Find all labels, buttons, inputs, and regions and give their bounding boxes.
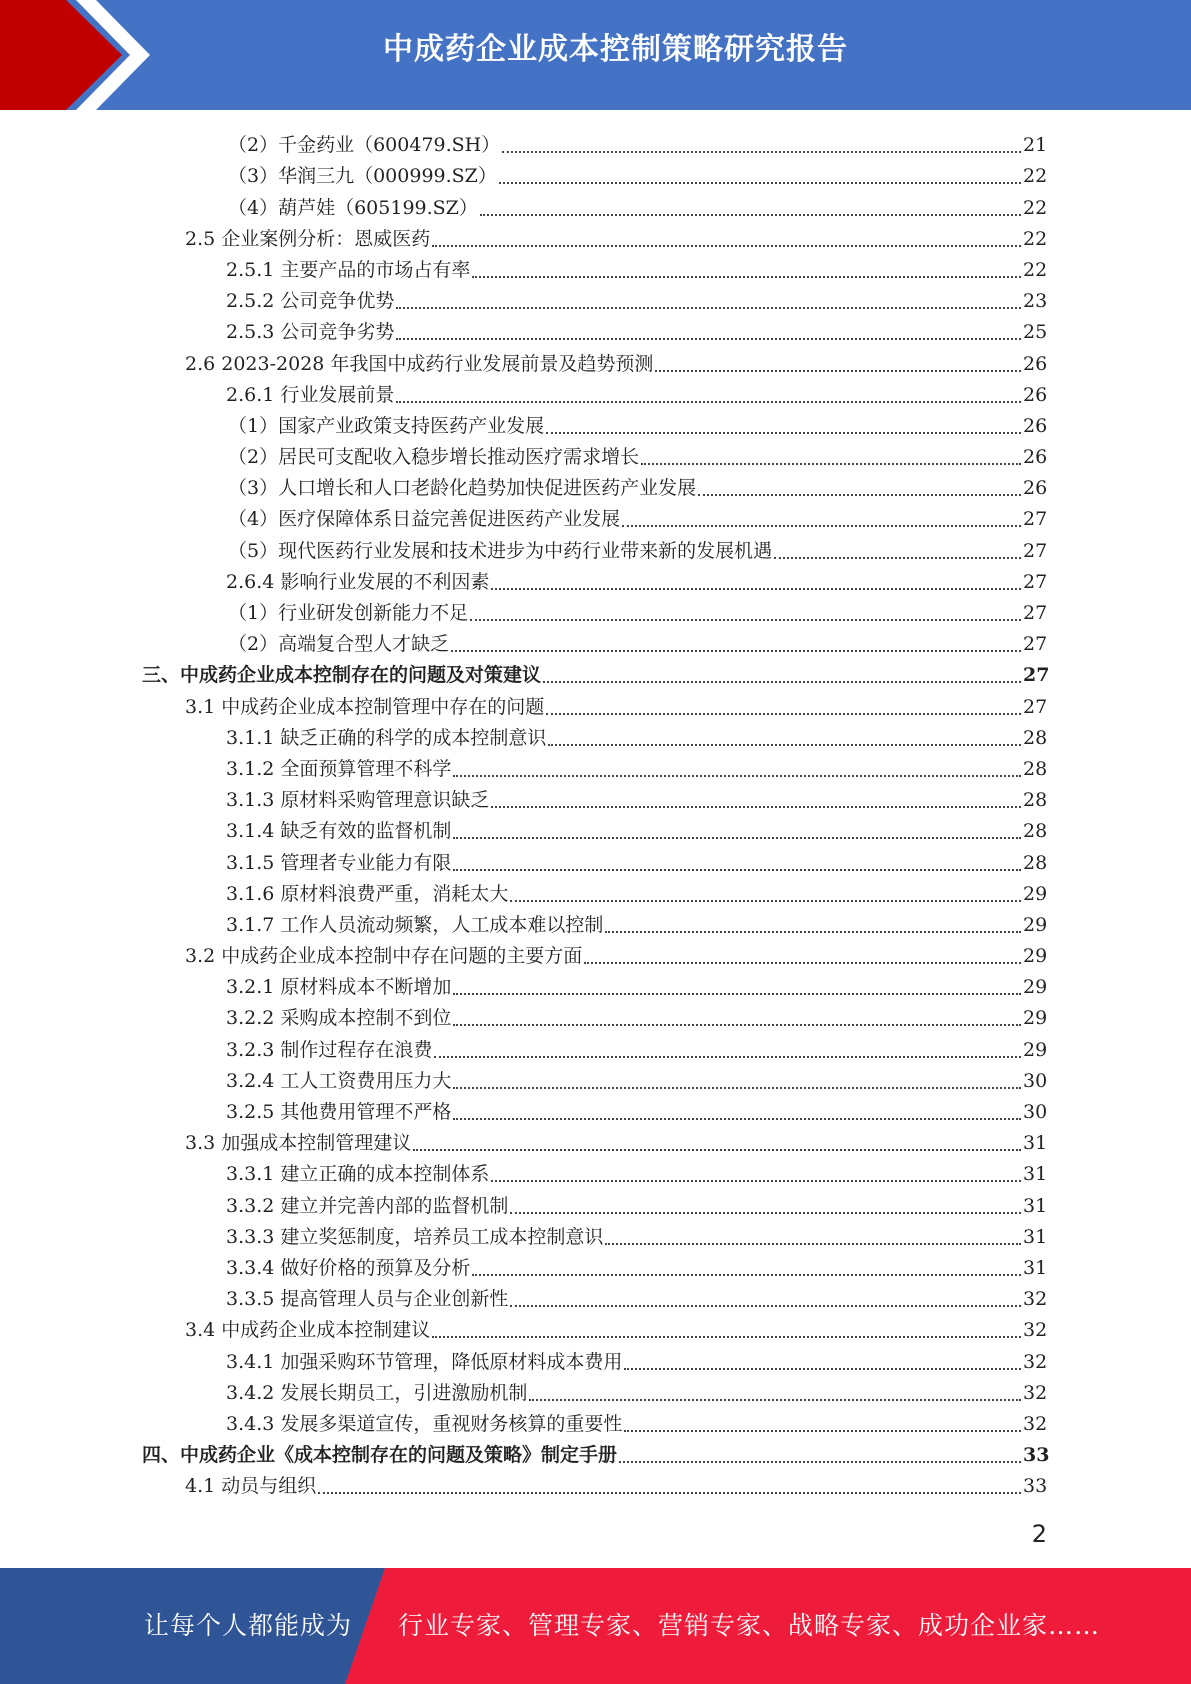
- toc-entry-title: （2）高端复合型人才缺乏: [228, 633, 450, 656]
- toc-entry[interactable]: [0, 221, 1191, 252]
- toc-dot-leader: [472, 276, 1021, 278]
- toc-dot-leader: [491, 1180, 1021, 1182]
- toc-dot-leader: [453, 1087, 1021, 1089]
- toc-entry-title: 三、中成药企业成本控制存在的问题及对策建议: [142, 664, 542, 687]
- toc-entry-page: 28: [1023, 789, 1048, 812]
- toc-entry-page: 22: [1023, 165, 1048, 188]
- toc-dot-leader: [584, 962, 1021, 964]
- toc-dot-leader: [499, 182, 1021, 184]
- toc-entry-title: 四、中成药企业《成本控制存在的问题及策略》制定手册: [142, 1444, 618, 1467]
- toc-entry-page: 30: [1023, 1069, 1048, 1092]
- toc-entry-page: 29: [1023, 913, 1048, 936]
- toc-entry[interactable]: [0, 595, 1191, 626]
- toc-entry-page: 26: [1023, 383, 1048, 406]
- table-of-contents: [0, 127, 1191, 1499]
- toc-entry-title: 2.6.4 影响行业发展的不利因素: [226, 570, 490, 593]
- toc-entry-title: 2.5 企业案例分析：恩威医药: [185, 227, 431, 250]
- toc-entry[interactable]: [0, 314, 1191, 345]
- toc-dot-leader: [510, 900, 1021, 902]
- toc-entry[interactable]: [0, 1156, 1191, 1187]
- toc-entry-title: 4.1 动员与组织: [185, 1475, 317, 1498]
- toc-entry[interactable]: [0, 813, 1191, 844]
- toc-entry-page: 27: [1023, 633, 1048, 656]
- toc-dot-leader: [655, 370, 1021, 372]
- toc-entry-title: （4）葫芦娃（605199.SZ）: [228, 196, 478, 219]
- toc-entry[interactable]: [0, 1063, 1191, 1094]
- toc-dot-leader: [470, 619, 1021, 621]
- toc-dot-leader: [622, 525, 1021, 527]
- toc-entry-title: 2.5.1 主要产品的市场占有率: [226, 258, 471, 281]
- toc-entry-title: 3.2 中成药企业成本控制中存在问题的主要方面: [185, 945, 583, 968]
- toc-entry[interactable]: [0, 1375, 1191, 1406]
- toc-entry-title: 3.3 加强成本控制管理建议: [185, 1132, 412, 1155]
- toc-entry[interactable]: [0, 283, 1191, 314]
- toc-entry[interactable]: [0, 1468, 1191, 1499]
- toc-dot-leader: [529, 1399, 1021, 1401]
- toc-entry[interactable]: [0, 969, 1191, 1000]
- toc-dot-leader: [396, 401, 1021, 403]
- toc-entry[interactable]: [0, 1094, 1191, 1125]
- toc-entry[interactable]: [0, 1219, 1191, 1250]
- toc-dot-leader: [510, 1212, 1021, 1214]
- toc-entry-title: 2.5.2 公司竞争优势: [226, 290, 395, 313]
- toc-entry-page: 22: [1023, 196, 1048, 219]
- toc-entry-title: 3.3.4 做好价格的预算及分析: [226, 1256, 471, 1279]
- toc-entry-title: （4）医疗保障体系日益完善促进医药产业发展: [228, 508, 621, 531]
- toc-entry-title: 3.4 中成药企业成本控制建议: [185, 1319, 431, 1342]
- toc-entry-page: 26: [1023, 477, 1048, 500]
- toc-entry-page: 28: [1023, 820, 1048, 843]
- toc-entry-title: （1）国家产业政策支持医药产业发展: [228, 414, 545, 437]
- toc-entry-page: 26: [1023, 352, 1048, 375]
- toc-entry[interactable]: [0, 439, 1191, 470]
- toc-entry[interactable]: [0, 408, 1191, 439]
- toc-dot-leader: [432, 1336, 1021, 1338]
- toc-entry[interactable]: [0, 720, 1191, 751]
- toc-dot-leader: [502, 151, 1021, 153]
- toc-entry[interactable]: [0, 876, 1191, 907]
- toc-entry-title: 3.2.4 工人工资费用压力大: [226, 1069, 452, 1092]
- toc-entry-title: （2）千金药业（600479.SH）: [228, 134, 501, 157]
- toc-entry-title: （3）人口增长和人口老龄化趋势加快促进医药产业发展: [228, 477, 697, 500]
- toc-entry[interactable]: [0, 688, 1191, 719]
- toc-entry-page: 28: [1023, 726, 1048, 749]
- toc-entry-page: 32: [1023, 1350, 1048, 1373]
- toc-dot-leader: [453, 1024, 1021, 1026]
- toc-dot-leader: [624, 1368, 1021, 1370]
- toc-entry-title: 3.1.4 缺乏有效的监督机制: [226, 820, 452, 843]
- toc-entry[interactable]: [0, 844, 1191, 875]
- toc-entry-title: 3.3.5 提高管理人员与企业创新性: [226, 1288, 509, 1311]
- toc-entry[interactable]: [0, 377, 1191, 408]
- toc-entry-page: 29: [1023, 945, 1048, 968]
- toc-entry-title: （1）行业研发创新能力不足: [228, 602, 469, 624]
- toc-dot-leader: [396, 338, 1021, 340]
- toc-entry-title: 3.1.2 全面预算管理不科学: [226, 757, 452, 780]
- toc-entry-page: 32: [1023, 1381, 1048, 1404]
- toc-entry-page: 27: [1023, 602, 1048, 624]
- toc-dot-leader: [453, 869, 1021, 871]
- toc-dot-leader: [624, 1430, 1021, 1432]
- toc-entry-page: 32: [1023, 1319, 1048, 1342]
- toc-entry-page: 33: [1023, 1475, 1048, 1498]
- toc-dot-leader: [396, 307, 1021, 309]
- toc-dot-leader: [453, 993, 1021, 995]
- toc-entry[interactable]: [0, 1125, 1191, 1156]
- toc-entry-page: 26: [1023, 414, 1048, 437]
- toc-entry[interactable]: [0, 657, 1191, 688]
- toc-entry[interactable]: [0, 1343, 1191, 1374]
- toc-dot-leader: [774, 557, 1021, 559]
- toc-entry-title: 3.3.2 建立并完善内部的监督机制: [226, 1194, 509, 1217]
- toc-entry-title: 3.4.2 发展长期员工，引进激励机制: [226, 1381, 528, 1404]
- toc-dot-leader: [434, 1056, 1021, 1058]
- report-title: 中成药企业成本控制策略研究报告: [383, 32, 848, 67]
- toc-entry-page: 27: [1023, 539, 1048, 562]
- toc-dot-leader: [413, 1149, 1021, 1151]
- toc-entry-title: 3.2.3 制作过程存在浪费: [226, 1038, 433, 1061]
- toc-entry-page: 28: [1023, 851, 1048, 874]
- page-footer: [0, 1568, 1191, 1684]
- toc-entry[interactable]: [0, 907, 1191, 938]
- toc-entry[interactable]: [0, 1000, 1191, 1031]
- toc-entry-page: 27: [1023, 664, 1050, 687]
- toc-entry[interactable]: [0, 751, 1191, 782]
- toc-dot-leader: [491, 588, 1021, 590]
- toc-entry-page: 30: [1023, 1101, 1048, 1123]
- toc-entry[interactable]: [0, 127, 1191, 158]
- toc-dot-leader: [432, 245, 1021, 247]
- toc-entry-title: 3.1.7 工作人员流动频繁，人工成本难以控制: [226, 913, 604, 936]
- toc-entry-title: 3.2.5 其他费用管理不严格: [226, 1101, 452, 1123]
- toc-dot-leader: [548, 744, 1021, 746]
- toc-entry-title: 3.4.3 发展多渠道宣传，重视财务核算的重要性: [226, 1412, 623, 1435]
- toc-entry-title: 2.5.3 公司竞争劣势: [226, 321, 395, 344]
- footer-slogan-right: 行业专家、管理专家、营销专家、战略专家、成功企业家……: [398, 1611, 1101, 1640]
- toc-entry-title: 3.4.1 加强采购环节管理，降低原材料成本费用: [226, 1350, 623, 1373]
- toc-entry-page: 31: [1023, 1194, 1048, 1217]
- toc-entry-page: 32: [1023, 1288, 1048, 1311]
- toc-entry[interactable]: [0, 158, 1191, 189]
- toc-entry[interactable]: [0, 1437, 1191, 1468]
- toc-dot-leader: [453, 837, 1021, 839]
- toc-entry-page: 31: [1023, 1256, 1048, 1279]
- toc-dot-leader: [451, 650, 1021, 652]
- toc-entry[interactable]: [0, 345, 1191, 376]
- toc-entry[interactable]: [0, 532, 1191, 563]
- page-number: 2: [1031, 1520, 1047, 1548]
- toc-entry-page: 27: [1023, 508, 1048, 531]
- toc-entry[interactable]: [0, 470, 1191, 501]
- toc-entry-title: 3.2.2 采购成本控制不到位: [226, 1007, 452, 1030]
- toc-entry-page: 31: [1023, 1132, 1048, 1155]
- toc-dot-leader: [546, 432, 1021, 434]
- toc-dot-leader: [480, 214, 1021, 216]
- toc-entry-title: 3.2.1 原材料成本不断增加: [226, 976, 452, 999]
- toc-dot-leader: [510, 1305, 1021, 1307]
- toc-entry-page: 22: [1023, 258, 1048, 281]
- toc-entry-page: 27: [1023, 695, 1048, 718]
- toc-entry[interactable]: [0, 1312, 1191, 1343]
- toc-dot-leader: [605, 931, 1021, 933]
- toc-entry-title: （3）华润三九（000999.SZ）: [228, 165, 497, 188]
- toc-entry[interactable]: [0, 1281, 1191, 1312]
- toc-dot-leader: [698, 494, 1021, 496]
- toc-dot-leader: [318, 1492, 1021, 1494]
- toc-entry-title: 3.1.6 原材料浪费严重，消耗太大: [226, 882, 509, 905]
- toc-dot-leader: [605, 1243, 1021, 1245]
- toc-dot-leader: [491, 806, 1021, 808]
- toc-entry-page: 29: [1023, 1007, 1048, 1030]
- toc-entry-page: 21: [1023, 134, 1048, 157]
- toc-dot-leader: [546, 713, 1021, 715]
- toc-entry[interactable]: [0, 1187, 1191, 1218]
- toc-entry[interactable]: [0, 564, 1191, 595]
- toc-entry-page: 31: [1023, 1163, 1048, 1186]
- toc-entry-page: 33: [1023, 1444, 1050, 1467]
- toc-entry-page: 29: [1023, 882, 1048, 905]
- toc-dot-leader: [619, 1461, 1021, 1463]
- toc-entry-page: 26: [1023, 446, 1048, 469]
- toc-entry-page: 27: [1023, 570, 1048, 593]
- toc-entry[interactable]: [0, 938, 1191, 969]
- toc-entry-page: 23: [1023, 290, 1048, 313]
- toc-entry-title: 2.6.1 行业发展前景: [226, 383, 395, 406]
- toc-entry-page: 28: [1023, 757, 1048, 780]
- toc-entry-page: 31: [1023, 1225, 1048, 1248]
- toc-entry-page: 32: [1023, 1412, 1048, 1435]
- toc-entry-title: （2）居民可支配收入稳步增长推动医疗需求增长: [228, 446, 640, 469]
- toc-dot-leader: [453, 1118, 1021, 1120]
- toc-dot-leader: [453, 775, 1021, 777]
- toc-dot-leader: [472, 1274, 1021, 1276]
- toc-entry[interactable]: [0, 1406, 1191, 1437]
- toc-entry-title: 3.1 中成药企业成本控制管理中存在的问题: [185, 695, 545, 718]
- toc-entry[interactable]: [0, 1250, 1191, 1281]
- toc-entry-title: 2.6 2023-2028 年我国中成药行业发展前景及趋势预测: [185, 352, 654, 375]
- toc-entry-title: 3.3.3 建立奖惩制度，培养员工成本控制意识: [226, 1225, 604, 1248]
- toc-entry-title: 3.1.5 管理者专业能力有限: [226, 851, 452, 874]
- toc-dot-leader: [641, 463, 1021, 465]
- toc-entry[interactable]: [0, 1031, 1191, 1062]
- toc-dot-leader: [543, 681, 1021, 683]
- toc-entry-title: （5）现代医药行业发展和技术进步为中药行业带来新的发展机遇: [228, 539, 773, 562]
- footer-slogan-left: 让每个人都能成为: [144, 1611, 353, 1640]
- toc-entry-title: 3.1.1 缺乏正确的科学的成本控制意识: [226, 726, 547, 749]
- toc-entry-page: 22: [1023, 227, 1048, 250]
- toc-entry[interactable]: [0, 626, 1191, 657]
- toc-entry-title: 3.3.1 建立正确的成本控制体系: [226, 1163, 490, 1186]
- toc-entry[interactable]: [0, 252, 1191, 283]
- toc-entry-page: 29: [1023, 1038, 1048, 1061]
- toc-entry[interactable]: [0, 782, 1191, 813]
- toc-entry-page: 25: [1023, 321, 1048, 344]
- toc-entry[interactable]: [0, 501, 1191, 532]
- toc-entry[interactable]: [0, 189, 1191, 220]
- toc-entry-page: 29: [1023, 976, 1048, 999]
- page-header: [0, 0, 1191, 110]
- toc-entry-title: 3.1.3 原材料采购管理意识缺乏: [226, 789, 490, 812]
